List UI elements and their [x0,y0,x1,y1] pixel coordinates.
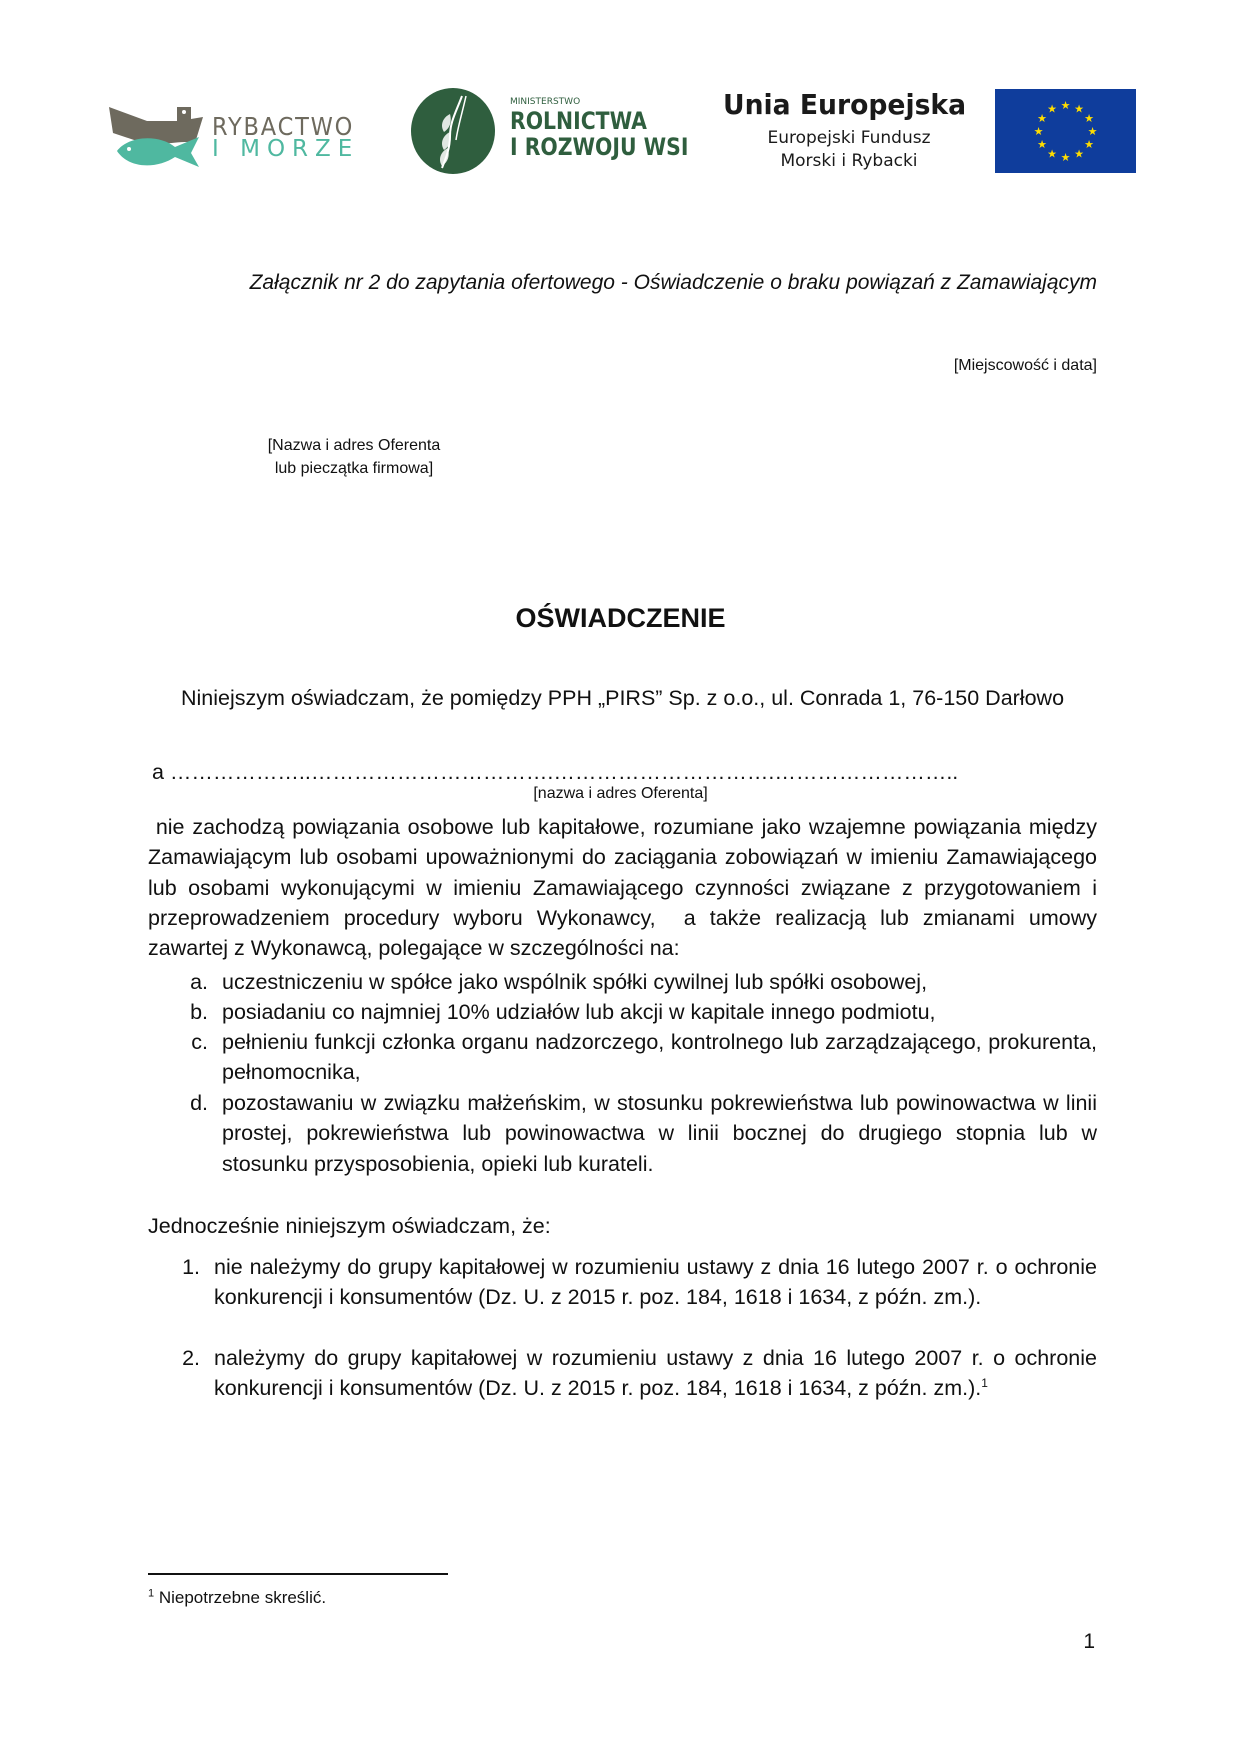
svg-text:★: ★ [1037,138,1047,151]
offeror-fill-caption: [nazwa i adres Oferenta] [533,785,708,802]
list-text: nie należymy do grupy kapitałowej w rozumieniu ustawy z dnia 16 lutego 2007 r. o ochronie konkurencji i konsumentów (Dz. U. z 2015 r. poz. 184, 1618 i 1634, z późn. zm.). [214,1255,1097,1310]
rybactwo-text: RYBACTWO [212,112,355,141]
i-morze-text: I MORZE [212,136,360,162]
also-declare-label: Jednocześnie niniejszym oświadczam, że: [148,1214,551,1238]
svg-text:★: ★ [1074,102,1084,116]
list-marker: b. [190,1000,208,1024]
svg-text:★: ★ [1033,125,1044,138]
footnote-separator [148,1573,448,1575]
offeror-stamp-line1: [Nazwa i adres Oferenta [267,437,441,454]
wheat-emblem-icon [410,88,496,174]
annex-heading: Załącznik nr 2 do zapytania ofertowego - Oświadczenie o braku powiązań z Zamawiającym [249,271,1097,294]
list-text-content: należymy do grupy kapitałowej w rozumieniu ustawy z dnia 16 lutego 2007 r. o ochronie konkurencji i konsumentów (Dz. U. z 2015 r. poz. 184, 1618 i 1634, z późn. zm.). [214,1346,1097,1401]
svg-text:★: ★ [1047,102,1057,116]
list-text: uczestniczeniu w spółce jako wspólnik spółki cywilnej lub spółki osobowej, [222,970,928,994]
boat-fish-icon [107,103,207,168]
list-marker: 1. [182,1255,200,1279]
page-number: 1 [1083,1630,1095,1653]
list-text: posiadaniu co najmniej 10% udziałów lub akcji w kapitale innego podmiotu, [222,1000,936,1024]
efmr-line1: Europejski Fundusz [767,128,931,148]
list-marker: d. [190,1091,208,1115]
footnote [148,1588,326,1608]
eu-flag [995,89,1136,173]
logo-bar [0,0,1241,200]
rolnictwa-text: ROLNICTWA [510,107,647,135]
efmr-line2: Morski i Rybacki [780,151,918,171]
main-paragraph: nie zachodzą powiązania osobowe lub kapitałowe, rozumiane jako wzajemne powiązania między Zamawiającym lub osobami upoważnionymi do zaciągania zobowiązań w imieniu Zamawiającego lub osobami wykonującymi w imieniu Zamawiającego czynności związane z przygotowaniem i przeprowadzeniem procedury wyboru Wykonawcy, a także realizacją lub zmianami umowy zawartej z Wykonawcą, polegające w szczególności na: [148,815,1103,961]
footnote-ref[interactable]: 1 [981,1376,988,1391]
svg-text:★: ★ [1037,112,1047,125]
offeror-stamp-line2: lub pieczątka firmowa] [274,460,434,477]
svg-text:★: ★ [1074,147,1084,161]
document-title: OŚWIADCZENIE [515,603,726,633]
offeror-fill-line[interactable]: a ………………..…………………………….………………………….…………………….. [152,760,959,784]
svg-text:★: ★ [1084,112,1094,125]
unia-europejska-title: Unia Europejska [723,88,967,121]
list-marker: 2. [182,1346,200,1370]
rozwoju-wsi-text: I ROZWOJU WSI [510,133,689,161]
intro-sentence: Niniejszym oświadczam, że pomiędzy PPH „PIRS” Sp. z o.o., ul. Conrada 1, 76-150 Darłowo [180,686,1065,710]
list-text: pozostawaniu w związku małżeńskim, w stosunku pokrewieństwa lub powinowactwa w linii prostej, pokrewieństwa lub powinowactwa w linii bocznej do drugiego stopnia lub w stosunku przysposobienia, opieki lub kurateli. [222,1091,1097,1176]
svg-text:★: ★ [1060,151,1071,164]
footnote-number: 1 [148,1587,155,1600]
footnote-text: Niepotrzebne skreślić. [154,1588,327,1607]
place-date-label: [Miejscowość i data] [953,357,1097,374]
eu-stars-icon [995,89,1136,173]
svg-text:★: ★ [1060,99,1071,112]
list-marker: c. [191,1030,208,1054]
list-text [214,1343,1097,1404]
offeror-stamp-label [254,434,454,480]
list-text: pełnieniu funkcji członka organu nadzorczego, kontrolnego lub zarządzającego, prokurenta, pełnomocnika, [222,1030,1097,1085]
ministerstwo-small-text: MINISTERSTWO [510,97,581,107]
svg-text:★: ★ [1087,125,1098,138]
svg-text:★: ★ [1084,138,1094,151]
list-marker: a. [190,970,208,994]
svg-text:★: ★ [1047,147,1057,161]
